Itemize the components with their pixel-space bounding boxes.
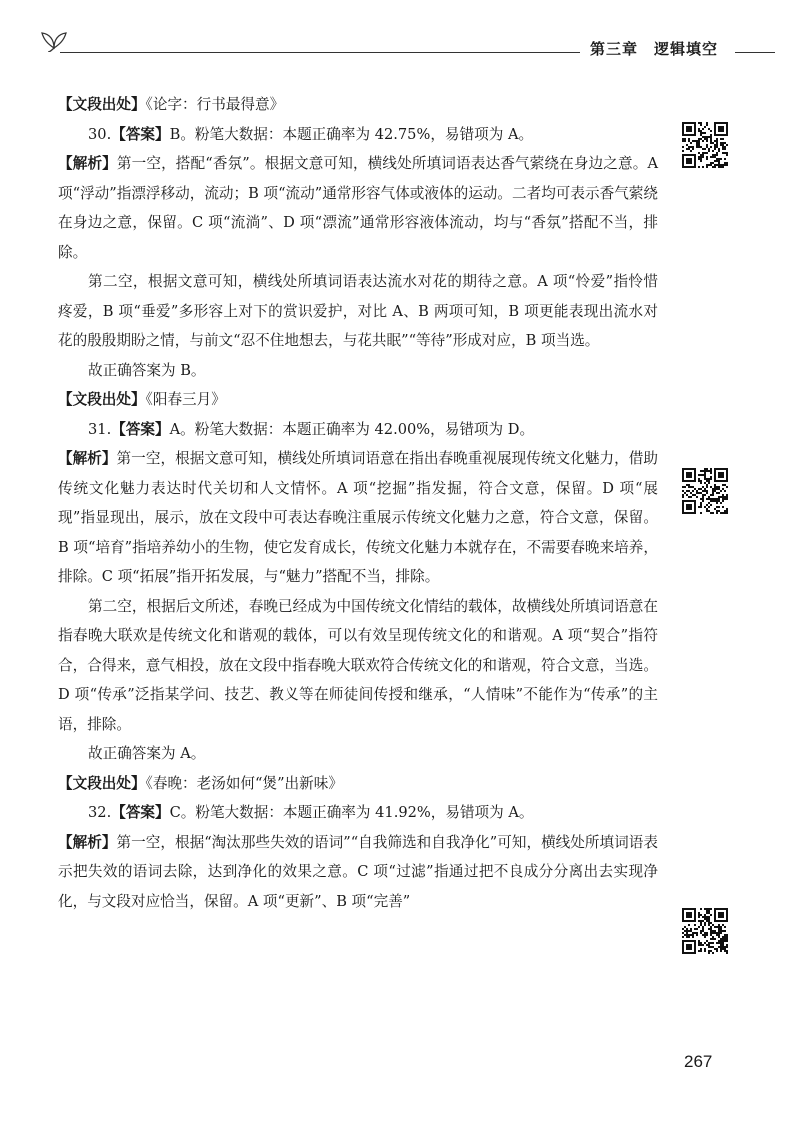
qr-code-icon[interactable] (682, 908, 728, 954)
analysis-label: 【解析】 (58, 155, 117, 172)
analysis-text: 第一空，搭配“香氛”。根据文意可知，横线处所填词语表达香气萦绕在身边之意。A 项“浮动”指漂浮移动，流动；B 项“流动”通常形容气体或液体的运动。二者均可表示香气萦绕在身边之意，保留。C 项“流淌”、D 项“漂流”通常形容液体流动，均与“香氛”搭配不当，排除。 (58, 155, 658, 261)
answer-text: A。粉笔大数据：本题正确率为 42.00%，易错项为 D。 (169, 420, 535, 438)
answer-label: 【答案】 (111, 125, 170, 143)
question-number: 30. (88, 125, 112, 143)
conclusion-line: 故正确答案为 A。 (88, 745, 206, 762)
conclusion-line: 故正确答案为 B。 (88, 361, 206, 379)
analysis-paragraph: 第二空，根据文意可知，横线处所填词语表达流水对花的期待之意。A 项“怜爱”指怜惜疼爱，B 项“垂爱”多形容上对下的赏识爱护，对比 A、B 两项可知，B 项更能表现出流水对花的殷殷期盼之情，与前文“忍不住地想去，与花共眠”“等待”形成对应，B 项当选。 (58, 273, 658, 349)
answer-label: 【答案】 (111, 804, 170, 821)
running-header (0, 0, 800, 60)
header-rule-left (60, 52, 580, 53)
source-line (58, 90, 658, 120)
analysis-paragraph (58, 444, 658, 592)
source-text: 《论字：行书最得意》 (145, 96, 285, 113)
analysis-paragraph: 第二空，根据后文所述，春晚已经成为中国传统文化情结的载体，故横线处所填词语意在指春晚大联欢是传统文化和谐观的载体，可以有效呈现传统文化的和谐观。A 项“契合”指符合，合得来，意气相投，放在文段中指春晚大联欢符合传统文化的和谐观，符合文意，当选。D 项“传承”泛指某学问、技艺、教义等在师徒间传授和继承，“人情味”不能作为“传承”的主语，排除。 (58, 597, 658, 733)
analysis-text: 第一空，根据“淘汰那些失效的语词”“自我筛选和自我净化”可知，横线处所填词语表示把失效的语词去除，达到净化的效果之意。C 项“过滤”指通过把不良成分分离出去实现净化，与文段对应恰当，保留。A 项“更新”、B 项“完善” (58, 833, 658, 910)
answer-text: B。粉笔大数据：本题正确率为 42.75%，易错项为 A。 (169, 125, 534, 143)
question-number: 32. (88, 804, 112, 821)
page-number: 267 (684, 1052, 713, 1071)
question-number: 31. (88, 420, 112, 438)
header-rule-right (735, 52, 775, 53)
source-text: 《春晚：老汤如何“煲”出新味》 (145, 774, 343, 792)
source-line (58, 385, 658, 415)
source-label: 【文段出处】 (58, 96, 146, 113)
answer-line (58, 415, 658, 445)
answer-explanation-body (58, 90, 658, 916)
analysis-label: 【解析】 (58, 450, 117, 467)
source-label: 【文段出处】 (58, 774, 146, 792)
qr-code-icon[interactable] (682, 122, 728, 168)
answer-text: C。粉笔大数据：本题正确率为 41.92%，易错项为 A。 (169, 804, 534, 821)
answer-line (58, 120, 658, 150)
answer-label: 【答案】 (111, 420, 170, 438)
analysis-paragraph (58, 828, 658, 917)
qr-code-icon[interactable] (682, 468, 728, 514)
answer-line (58, 798, 658, 828)
source-text: 《阳春三月》 (145, 391, 226, 408)
analysis-label: 【解析】 (58, 833, 117, 851)
source-label: 【文段出处】 (58, 391, 146, 408)
analysis-paragraph (58, 149, 658, 267)
analysis-text: 第一空，根据文意可知，横线处所填词语意在指出春晚重视展现传统文化魅力，借助传统文化魅力表达时代关切和人文情怀。A 项“挖掘”指发掘，符合文意，保留。D 项“展现”指显现出，展示，放在文段中可表达春晚注重展示传统文化魅力之意，符合文意，保留。B 项“培育”指培养幼小的生物，使它发育成长，传统文化魅力本就存在，不需要春晚来培养，排除。C 项“拓展”指开拓发展，与“魅力”搭配不当，排除。 (58, 450, 658, 585)
source-line (58, 769, 658, 799)
chapter-title: 第三章 逻辑填空 (590, 40, 719, 58)
